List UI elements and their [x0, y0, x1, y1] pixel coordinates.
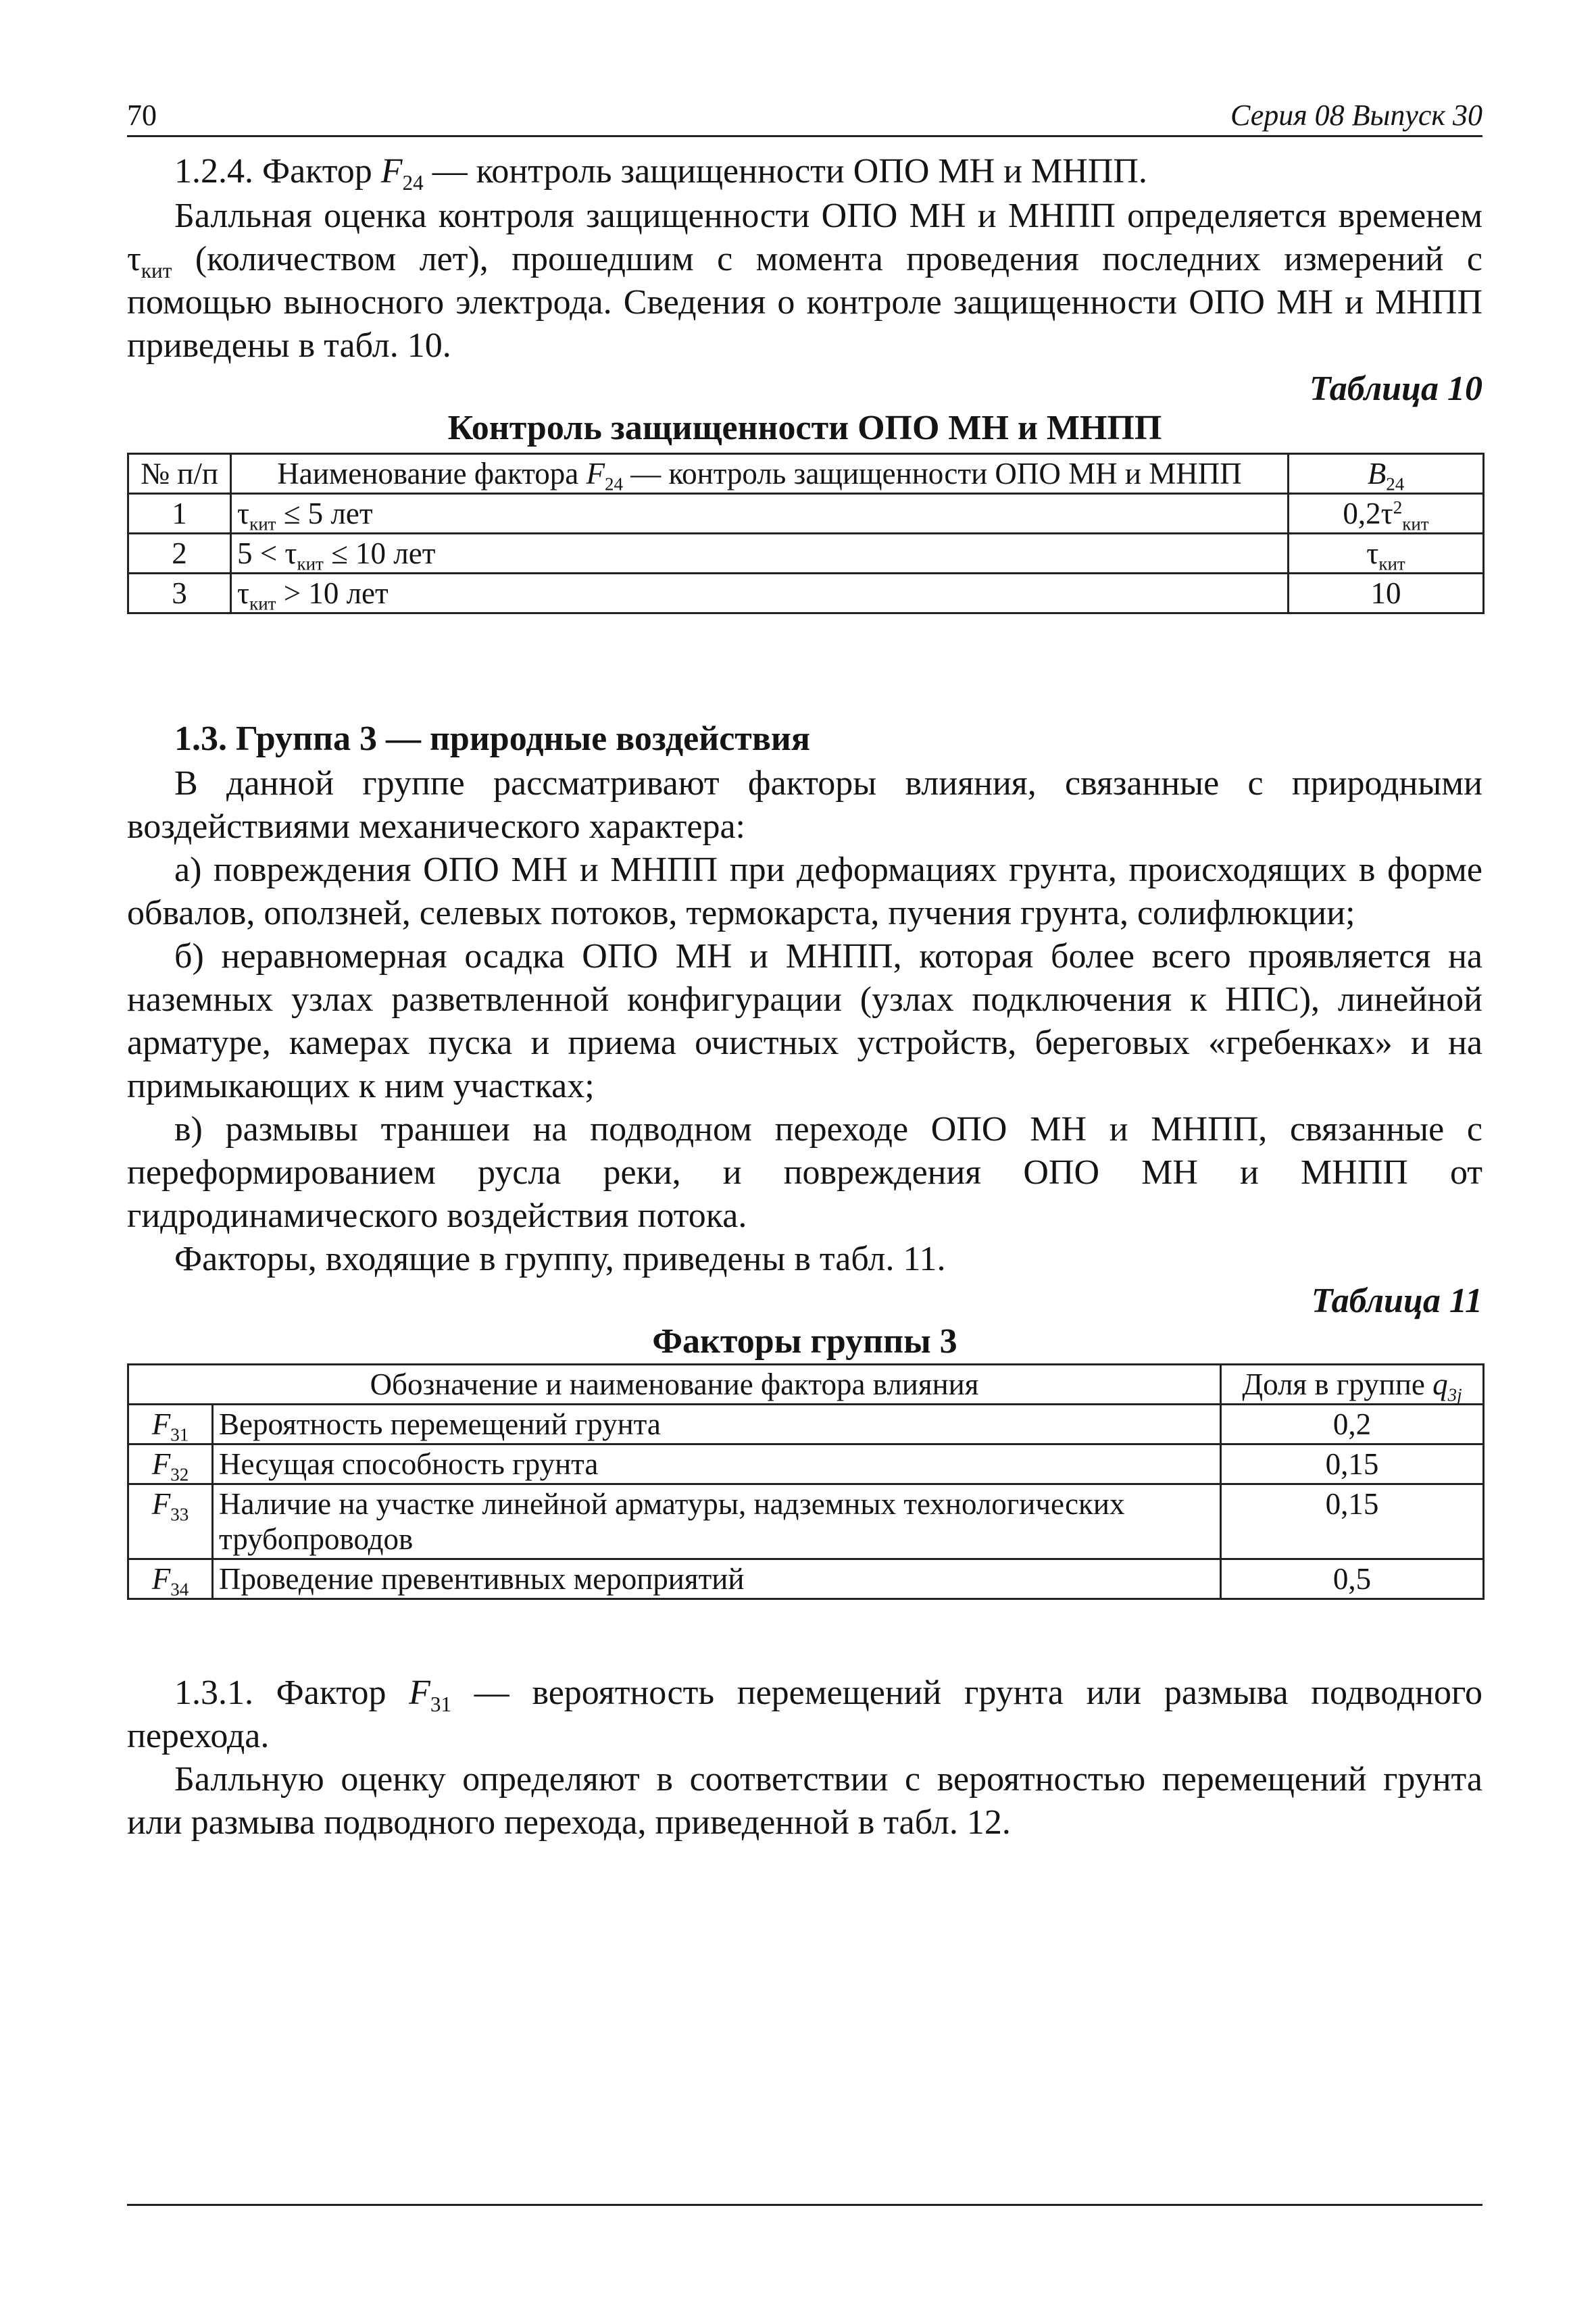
table-10-header-b: $B_{24}$ — [1289, 454, 1484, 494]
table-10-cell-value: $\tau_{кит}$ — [1289, 534, 1484, 574]
table-row — [128, 1559, 1484, 1599]
page-number: 70 — [127, 99, 157, 132]
table-11-header-name: Обозначение и наименование фактора влияния — [128, 1365, 1221, 1405]
table-10-cell-condition: $\tau_{кит} \le 5$ лет — [231, 494, 1289, 534]
table-row — [128, 494, 1484, 534]
table-row — [128, 1444, 1484, 1484]
table-10-header-num: № п/п — [128, 454, 231, 494]
table-11-header-share: Доля в группе $q_{3j}$ — [1221, 1365, 1484, 1405]
table-11-cell-symbol: $F_{32}$ — [128, 1444, 213, 1484]
table-10-title: Контроль защищенности ОПО МН и МНПП — [447, 409, 1162, 447]
table-10-header-name: Наименование фактора $F_{24}$ — контроль защищенности ОПО МН и МНПП — [231, 454, 1289, 494]
series-title: Серия 08 Выпуск 30 — [1230, 99, 1482, 132]
table-row — [128, 534, 1484, 574]
section-1-2-4-paragraph: Балльная оценка контроля защищенности ОПО МН и МНПП определяется временем $\tau_{кит}$ (количеством лет), прошедшим с момента проведения последних измерений с помощью выносного электрода. Сведения о контроле защищенности ОПО МН и МНПП приведены в табл. 10. — [127, 197, 1482, 365]
table-11 — [127, 1363, 1485, 1600]
table-11-title: Факторы группы 3 — [652, 1322, 957, 1361]
table-11-cell-symbol: $F_{33}$ — [128, 1484, 213, 1559]
table-11-cell-name: Наличие на участке линейной арматуры, надземных технологических трубопроводов — [213, 1484, 1221, 1559]
table-11-label: Таблица 11 — [1311, 1282, 1482, 1320]
section-1-3-item-a: а) повреждения ОПО МН и МНПП при деформациях грунта, происходящих в форме обвалов, оползней, селевых потоков, термокарста, пучения грунта, солифлюкции; — [127, 851, 1482, 932]
table-10-header-row — [128, 454, 1484, 494]
section-1-3-1-paragraph: Балльную оценку определяют в соответствии с вероятностью перемещений грунта или размыва подводного перехода, приведенной в табл. 12. — [127, 1760, 1482, 1842]
table-10-cell-condition: $\tau_{кит} > 10$ лет — [231, 574, 1289, 613]
table-10 — [127, 453, 1485, 614]
table-11-cell-share: 0,2 — [1221, 1405, 1484, 1444]
table-11-cell-name: Несущая способность грунта — [213, 1444, 1221, 1484]
table-11-cell-name: Вероятность перемещений грунта — [213, 1405, 1221, 1444]
table-11-header-row — [128, 1365, 1484, 1405]
header-rule — [127, 135, 1482, 137]
table-10-cell-value: $0,2\tau^2_{кит}$ — [1289, 494, 1484, 534]
table-10-cell-num: 3 — [128, 574, 231, 613]
table-11-cell-symbol: $F_{34}$ — [128, 1559, 213, 1599]
table-10-cell-num: 1 — [128, 494, 231, 534]
footer-rule — [127, 2204, 1482, 2206]
section-1-3-table-ref: Факторы, входящие в группу, приведены в табл. 11. — [174, 1240, 946, 1278]
table-10-cell-value: 10 — [1289, 574, 1484, 613]
table-row — [128, 1484, 1484, 1559]
section-1-3-intro: В данной группе рассматривают факторы влияния, связанные с природными воздействиями механического характера: — [127, 764, 1482, 846]
section-1-3-1-heading: 1.3.1. Фактор $F_{31}$ — вероятность перемещений грунта или размыва подводного перехода. — [127, 1674, 1483, 1755]
section-1-3-item-c: в) размывы траншеи на подводном переходе ОПО МН и МНПП, связанные с переформированием русла реки, и повреждения ОПО МН и МНПП от гидродинамического воздействия потока. — [127, 1110, 1482, 1235]
table-11-cell-name: Проведение превентивных мероприятий — [213, 1559, 1221, 1599]
table-11-cell-symbol: $F_{31}$ — [128, 1405, 213, 1444]
table-11-cell-share: 0,15 — [1221, 1444, 1484, 1484]
section-1-3-item-b: б) неравномерная осадка ОПО МН и МНПП, которая более всего проявляется на наземных узлах разветвленной конфигурации (узлах подключения к НПС), линейной арматуре, камерах пуска и приема очистных устройств, береговых «гребенках» и на примыкающих к ним участках; — [127, 937, 1482, 1105]
table-11-cell-share: 0,15 — [1221, 1484, 1484, 1559]
table-row — [128, 1405, 1484, 1444]
table-10-cell-num: 2 — [128, 534, 231, 574]
section-1-3-heading: 1.3. Группа 3 — природные воздействия — [174, 720, 811, 758]
table-10-cell-condition: $5 < \tau_{кит} \le 10$ лет — [231, 534, 1289, 574]
table-row — [128, 574, 1484, 613]
table-10-label: Таблица 10 — [1309, 370, 1482, 408]
table-11-cell-share: 0,5 — [1221, 1559, 1484, 1599]
section-1-2-4-heading: 1.2.4. Фактор $F_{24}$ — контроль защищенности ОПО МН и МНПП. — [174, 152, 1147, 195]
